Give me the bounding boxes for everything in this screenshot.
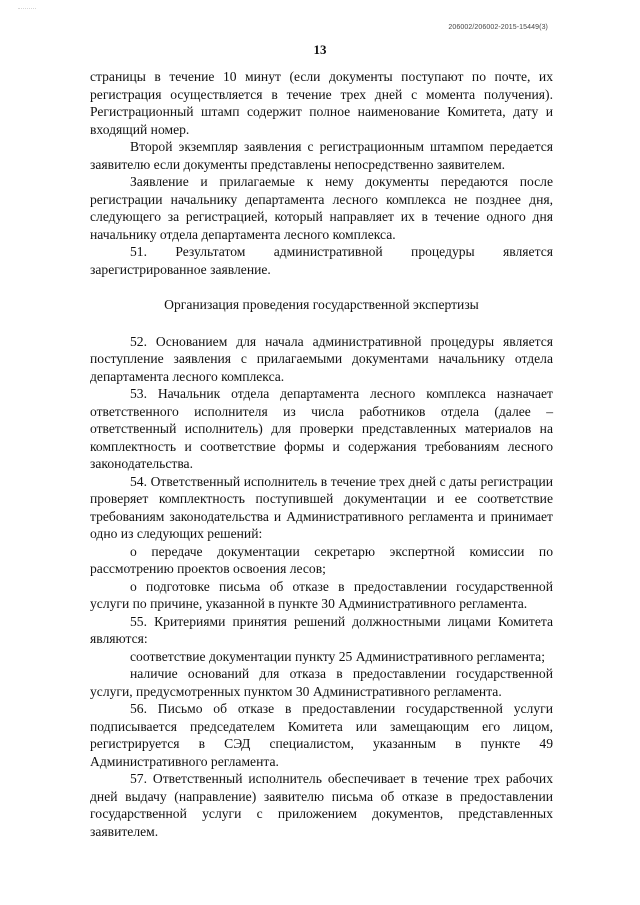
paragraph-51: 51. Результатом административной процедуры является зарегистрированное заявление. — [90, 244, 553, 277]
paragraph-52: 52. Основанием для начала административной процедуры является поступление заявления с прилагаемыми документами начальнику отдела департамента лесного комплекса. — [90, 333, 553, 384]
page-number: 13 — [313, 42, 327, 57]
section-heading: Организация проведения государственной экспертизы — [164, 297, 479, 312]
paragraph: Второй экземпляр заявления с регистрационным штампом передается заявителю если документы представлены непосредственно заявителем. — [90, 139, 553, 172]
document-id: 206002/206002-2015-15449(3) — [448, 24, 548, 31]
paragraph-53: 53. Начальник отдела департамента лесного комплекса назначает ответственного исполнителя из числа работников отдела (далее – ответственный исполнитель) для проверки представленных материалов на комплектность и соответствие формы и содержания требованиям лесного законодательства. — [90, 386, 553, 471]
document-body — [90, 68, 553, 840]
paragraph-57: 57. Ответственный исполнитель обеспечивает в течение трех рабочих дней выдачу (направление) заявителю письма об отказе в предоставлении государственной услуги с приложением документов, представленных заявителем. — [90, 771, 553, 839]
paragraph-56: 56. Письмо об отказе в предоставлении государственной услуги подписывается председателем Комитета или замещающим его лицом, регистрируется в СЭД специалистом, указанным в пункте 49 Административного регламента. — [90, 701, 553, 769]
list-item: наличие оснований для отказа в предоставлении государственной услуги, предусмотренных пунктом 30 Административного регламента. — [90, 666, 553, 699]
paragraph-54: 54. Ответственный исполнитель в течение трех дней с даты регистрации проверяет комплектность поступившей документации и ее соответствие требованиям законодательства и Административного регламента и принимает одно из следующих решений: — [90, 473, 553, 541]
paragraph: Заявление и прилагаемые к нему документы передаются после регистрации начальнику департамента лесного комплекса не позднее дня, следующего за регистрацией, который направляет их в течение одного дня начальнику отдела департамента лесного комплекса. — [90, 174, 553, 242]
list-item: соответствие документации пункту 25 Административного регламента; — [130, 648, 545, 664]
paragraph: страницы в течение 10 минут (если документы поступают по почте, их регистрация осуществляется в течение трех дней с момента получения). Регистрационный штамп содержит полное наименование Комитета, дату и входящий номер. — [90, 69, 553, 137]
paragraph-55: 55. Критериями принятия решений должностными лицами Комитета являются: — [90, 613, 553, 646]
list-item: о подготовке письма об отказе в предоставлении государственной услуги по причине, указанной в пункте 30 Административного регламента. — [90, 578, 553, 611]
list-item: о передаче документации секретарю экспертной комиссии по рассмотрению проектов освоения лесов; — [90, 543, 553, 576]
scan-artifact — [18, 8, 36, 17]
